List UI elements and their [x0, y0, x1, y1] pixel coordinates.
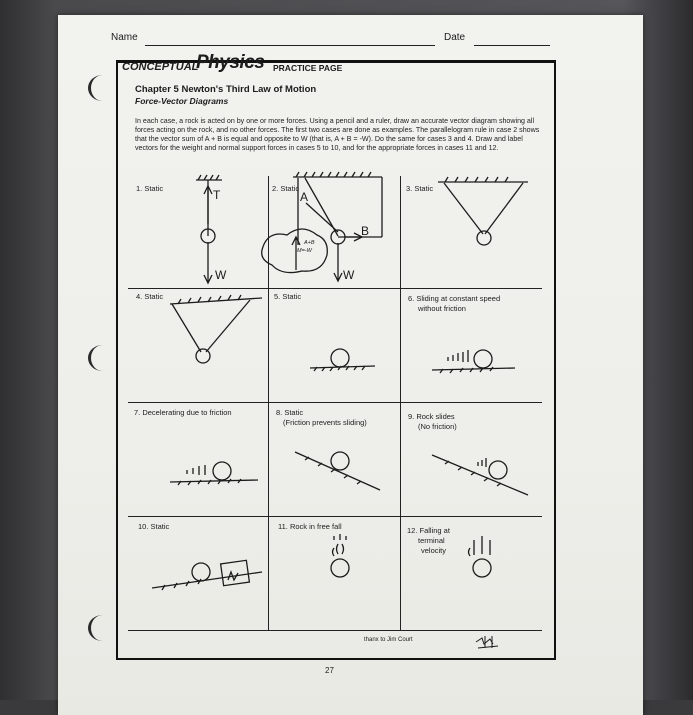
case-12-note2: velocity: [421, 546, 447, 555]
page-number: 27: [325, 666, 334, 675]
credit-text: thanx to Jim Court: [364, 637, 413, 643]
case-1-label: 1. Static: [136, 184, 164, 193]
case-8-label: 8. Static: [276, 408, 304, 417]
resultant-note: A+B: [304, 240, 315, 246]
vector-label-a: A: [300, 190, 309, 204]
physics-logo: Physics: [196, 52, 265, 73]
vector-label-b: B: [361, 224, 370, 238]
name-label: Name: [111, 32, 138, 43]
chapter-title: Chapter 5 Newton's Third Law of Motion: [135, 84, 317, 95]
practice-page-label: PRACTICE PAGE: [273, 63, 343, 73]
case-4-label: 4. Static: [136, 292, 164, 301]
case-7-label: 7. Decelerating due to friction: [134, 408, 232, 417]
vector-label-w: W: [215, 268, 227, 282]
case-9-label: 9. Rock slides: [408, 412, 455, 421]
date-label: Date: [444, 32, 466, 43]
case-11-label: 11. Rock in free fall: [278, 522, 342, 531]
case-6-label: 6. Sliding at constant speed: [408, 294, 501, 303]
resultant-note-2: M=-W: [297, 248, 312, 254]
case-10-label: 10. Static: [138, 522, 170, 531]
case-8-note: (Friction prevents sliding): [283, 418, 367, 427]
case-9-note: (No friction): [418, 422, 457, 431]
conceptual-label: CONCEPTUAL: [122, 61, 199, 73]
case-5-label: 5. Static: [274, 292, 302, 301]
vector-label-t: T: [213, 188, 221, 202]
case-12-label: 12. Falling at: [407, 526, 450, 535]
instructions-paragraph: In each case, a rock is acted on by one or more forces. Using a pencil and a ruler, draw an accurate vector diagram showing all forces acting on the rock, and no other forces. The first two cases are done as examples. The parallelogram rule in case 2 shows that the vector sum of A + B is equal and opposite to W (that is, A + B = -W). Do the same for cases 3 and 4. Draw and label vectors for the weight and normal support forces in cases 5 to 10, and for the appropriate forces in cases 11 and 12.: [135, 117, 540, 152]
case-3-label: 3. Static: [406, 184, 434, 193]
case-12-note: terminal: [418, 536, 445, 545]
case-2-label: 2. Static: [272, 184, 300, 193]
chapter-subtitle: Force-Vector Diagrams: [135, 96, 229, 106]
vector-label-w-case2: W: [343, 268, 355, 282]
case-6-note: without friction: [418, 304, 466, 313]
